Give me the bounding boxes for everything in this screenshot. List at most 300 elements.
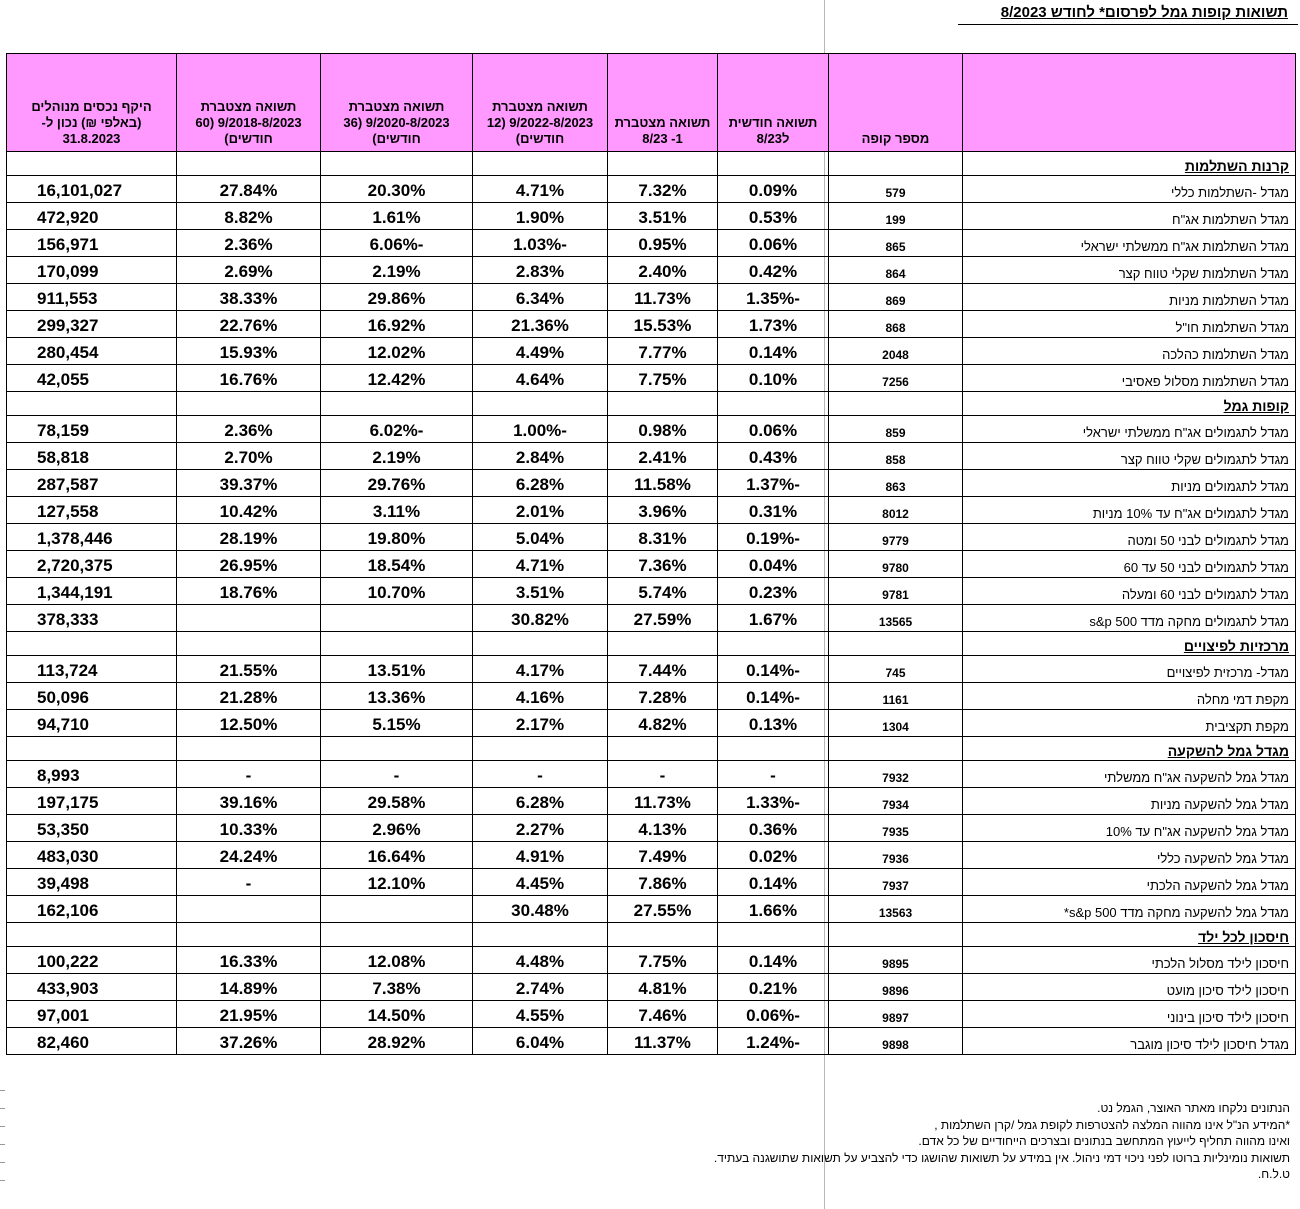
fund-name-cell: מגדל השתלמות חו"ל — [963, 311, 1296, 338]
fund-number-cell: 1304 — [829, 710, 963, 737]
ytd-return-cell: 7.86% — [608, 869, 718, 896]
table-row — [7, 842, 1296, 869]
fund-name-cell: מגדל גמל להשקעה מניות — [963, 788, 1296, 815]
return-60m-cell — [177, 896, 321, 923]
header-60m-return: תשואה מצטברת 9/2018-8/2023 (60 חודשים) — [177, 54, 321, 152]
monthly-return-cell: - — [718, 761, 829, 788]
fund-number-cell: 8012 — [829, 497, 963, 524]
return-36m-cell: -6.06% — [321, 230, 473, 257]
assets-managed-cell: 299,327 — [7, 311, 177, 338]
empty-cell — [473, 152, 608, 176]
assets-managed-cell: 170,099 — [7, 257, 177, 284]
assets-managed-cell: 433,903 — [7, 974, 177, 1001]
ytd-return-cell: 7.44% — [608, 656, 718, 683]
monthly-return-cell: 0.14% — [718, 338, 829, 365]
fund-name-cell: מגדל לתגמולים לבני 60 ומעלה — [963, 578, 1296, 605]
return-60m-cell: 39.16% — [177, 788, 321, 815]
empty-cell — [829, 392, 963, 416]
empty-cell — [177, 392, 321, 416]
empty-cell — [7, 632, 177, 656]
table-row — [7, 896, 1296, 923]
ytd-return-cell: 7.75% — [608, 947, 718, 974]
fund-name-cell: מגדל השתלמות שקלי טווח קצר — [963, 257, 1296, 284]
monthly-return-cell: -1.24% — [718, 1028, 829, 1055]
return-60m-cell: 39.37% — [177, 470, 321, 497]
header-fund-number: מספר קופה — [829, 54, 963, 152]
monthly-return-cell: 0.14% — [718, 947, 829, 974]
return-60m-cell: 2.36% — [177, 416, 321, 443]
return-60m-cell: 21.95% — [177, 1001, 321, 1028]
ytd-return-cell: 7.36% — [608, 551, 718, 578]
fund-number-cell: 7937 — [829, 869, 963, 896]
return-36m-cell: 19.80% — [321, 524, 473, 551]
assets-managed-cell: 39,498 — [7, 869, 177, 896]
empty-cell — [321, 152, 473, 176]
assets-managed-cell: 378,333 — [7, 605, 177, 632]
fund-number-cell: 7935 — [829, 815, 963, 842]
return-36m-cell: 13.36% — [321, 683, 473, 710]
empty-cell — [7, 392, 177, 416]
monthly-return-cell: 0.21% — [718, 974, 829, 1001]
ytd-return-cell: 7.28% — [608, 683, 718, 710]
monthly-return-cell: 1.73% — [718, 311, 829, 338]
return-60m-cell — [177, 605, 321, 632]
return-36m-cell: 13.51% — [321, 656, 473, 683]
fund-number-cell: 199 — [829, 203, 963, 230]
fund-number-cell: 9779 — [829, 524, 963, 551]
empty-cell — [177, 923, 321, 947]
return-12m-cell: - — [473, 761, 608, 788]
table-row — [7, 788, 1296, 815]
ytd-return-cell: 11.73% — [608, 788, 718, 815]
fund-number-cell: 869 — [829, 284, 963, 311]
return-60m-cell: 14.89% — [177, 974, 321, 1001]
table-row — [7, 683, 1296, 710]
return-36m-cell: -6.02% — [321, 416, 473, 443]
assets-managed-cell: 82,460 — [7, 1028, 177, 1055]
assets-managed-cell: 50,096 — [7, 683, 177, 710]
header-36m-return: תשואה מצטברת 9/2020-8/2023 (36 חודשים) — [321, 54, 473, 152]
table-row — [7, 1001, 1296, 1028]
return-36m-cell — [321, 605, 473, 632]
empty-cell — [718, 392, 829, 416]
assets-managed-cell: 58,818 — [7, 443, 177, 470]
return-12m-cell: 2.01% — [473, 497, 608, 524]
return-36m-cell: 29.86% — [321, 284, 473, 311]
empty-cell — [608, 632, 718, 656]
fund-name-cell: מגדל לתגמולים שקלי טווח קצר — [963, 443, 1296, 470]
empty-cell — [829, 737, 963, 761]
return-12m-cell: 4.48% — [473, 947, 608, 974]
empty-cell — [7, 923, 177, 947]
fund-name-cell: מגדל השתלמות אג"ח ממשלתי ישראלי — [963, 230, 1296, 257]
fund-name-cell: מגדל לתגמולים מניות — [963, 470, 1296, 497]
return-60m-cell: 2.70% — [177, 443, 321, 470]
monthly-return-cell: 0.04% — [718, 551, 829, 578]
assets-managed-cell: 100,222 — [7, 947, 177, 974]
assets-managed-cell: 1,378,446 — [7, 524, 177, 551]
assets-managed-cell: 483,030 — [7, 842, 177, 869]
return-12m-cell: 21.36% — [473, 311, 608, 338]
fund-number-cell: 9780 — [829, 551, 963, 578]
return-60m-cell: 21.28% — [177, 683, 321, 710]
ytd-return-cell: 27.55% — [608, 896, 718, 923]
table-row — [7, 338, 1296, 365]
table-row — [7, 497, 1296, 524]
empty-cell — [718, 737, 829, 761]
empty-cell — [829, 923, 963, 947]
assets-managed-cell: 8,993 — [7, 761, 177, 788]
table-row — [7, 365, 1296, 392]
return-12m-cell: 1.90% — [473, 203, 608, 230]
fund-number-cell: 13563 — [829, 896, 963, 923]
return-12m-cell: 4.71% — [473, 176, 608, 203]
assets-managed-cell: 53,350 — [7, 815, 177, 842]
table-row — [7, 176, 1296, 203]
return-36m-cell: 12.10% — [321, 869, 473, 896]
fund-name-cell: מגדל גמל להשקעה מחקה מדד s&p 500* — [963, 896, 1296, 923]
ytd-return-cell: 7.49% — [608, 842, 718, 869]
assets-managed-cell: 472,920 — [7, 203, 177, 230]
monthly-return-cell: 0.43% — [718, 443, 829, 470]
assets-managed-cell: 94,710 — [7, 710, 177, 737]
footnote-nominal: תשואות נומינליות ברוטו לפני ניכוי דמי ניהול. אין במידע על תשואות שהושגו כדי להצביע על תשואות שתושגנה בעתיד. — [713, 1150, 1290, 1165]
fund-number-cell: 745 — [829, 656, 963, 683]
fund-number-cell: 9896 — [829, 974, 963, 1001]
monthly-return-cell: -1.33% — [718, 788, 829, 815]
return-12m-cell: -1.00% — [473, 416, 608, 443]
table-row — [7, 524, 1296, 551]
empty-cell — [608, 923, 718, 947]
return-36m-cell: 12.08% — [321, 947, 473, 974]
return-60m-cell: 22.76% — [177, 311, 321, 338]
ytd-return-cell: 8.31% — [608, 524, 718, 551]
fund-number-cell: 13565 — [829, 605, 963, 632]
ytd-return-cell: 11.58% — [608, 470, 718, 497]
return-12m-cell: 4.16% — [473, 683, 608, 710]
return-36m-cell: 12.02% — [321, 338, 473, 365]
footnotes — [714, 1100, 1290, 1183]
monthly-return-cell: 0.14% — [718, 869, 829, 896]
assets-managed-cell: 113,724 — [7, 656, 177, 683]
fund-number-cell: 7936 — [829, 842, 963, 869]
fund-number-cell: 9781 — [829, 578, 963, 605]
ytd-return-cell: 4.13% — [608, 815, 718, 842]
table-row — [7, 974, 1296, 1001]
empty-cell — [473, 737, 608, 761]
return-60m-cell: 27.84% — [177, 176, 321, 203]
return-60m-cell: 16.76% — [177, 365, 321, 392]
assets-managed-cell: 97,001 — [7, 1001, 177, 1028]
table-row — [7, 710, 1296, 737]
assets-managed-cell: 156,971 — [7, 230, 177, 257]
ytd-return-cell: 27.59% — [608, 605, 718, 632]
fund-number-cell: 864 — [829, 257, 963, 284]
monthly-return-cell: 0.53% — [718, 203, 829, 230]
empty-cell — [7, 152, 177, 176]
fund-number-cell: 868 — [829, 311, 963, 338]
return-36m-cell: 10.70% — [321, 578, 473, 605]
empty-cell — [608, 737, 718, 761]
table-row — [7, 656, 1296, 683]
monthly-return-cell: 0.06% — [718, 416, 829, 443]
fund-name-cell: מגדל -השתלמות כללי — [963, 176, 1296, 203]
table-row — [7, 470, 1296, 497]
fund-name-cell: מגדל- מרכזית לפיצויים — [963, 656, 1296, 683]
section-title: חיסכון לכל ילד — [963, 923, 1296, 947]
return-60m-cell: 18.76% — [177, 578, 321, 605]
fund-name-cell: מגדל לתגמולים מחקה מדד s&p 500 — [963, 605, 1296, 632]
return-60m-cell: 8.82% — [177, 203, 321, 230]
fund-name-cell: מקפת תקציבית — [963, 710, 1296, 737]
return-36m-cell: 12.42% — [321, 365, 473, 392]
empty-cell — [473, 392, 608, 416]
ytd-return-cell: 11.37% — [608, 1028, 718, 1055]
assets-managed-cell: 42,055 — [7, 365, 177, 392]
return-12m-cell: 4.64% — [473, 365, 608, 392]
assets-managed-cell: 280,454 — [7, 338, 177, 365]
monthly-return-cell: -0.14% — [718, 656, 829, 683]
monthly-return-cell: 0.10% — [718, 365, 829, 392]
empty-cell — [321, 737, 473, 761]
fund-name-cell: מגדל השתלמות אג"ח — [963, 203, 1296, 230]
return-36m-cell: - — [321, 761, 473, 788]
empty-cell — [608, 152, 718, 176]
fund-name-cell: מגדל לתגמולים אג"ח עד 10% מניות — [963, 497, 1296, 524]
monthly-return-cell: -1.37% — [718, 470, 829, 497]
ytd-return-cell: 3.51% — [608, 203, 718, 230]
monthly-return-cell: 0.36% — [718, 815, 829, 842]
table-row — [7, 257, 1296, 284]
fund-name-cell: מגדל חיסכון לילד סיכון מוגבר — [963, 1028, 1296, 1055]
fund-name-cell: מגדל השתלמות מניות — [963, 284, 1296, 311]
fund-number-cell: 2048 — [829, 338, 963, 365]
monthly-return-cell: -0.14% — [718, 683, 829, 710]
return-12m-cell: 2.83% — [473, 257, 608, 284]
table-row — [7, 578, 1296, 605]
ytd-return-cell: 0.98% — [608, 416, 718, 443]
ytd-return-cell: 2.41% — [608, 443, 718, 470]
table-row — [7, 230, 1296, 257]
monthly-return-cell: -0.19% — [718, 524, 829, 551]
fund-number-cell: 9898 — [829, 1028, 963, 1055]
return-12m-cell: 6.28% — [473, 470, 608, 497]
return-12m-cell: 4.49% — [473, 338, 608, 365]
ytd-return-cell: 4.81% — [608, 974, 718, 1001]
assets-managed-cell: 16,101,027 — [7, 176, 177, 203]
fund-name-cell: מגדל לתגמולים אג"ח ממשלתי ישראלי — [963, 416, 1296, 443]
table-row — [7, 416, 1296, 443]
fund-name-cell: מגדל גמל להשקעה אג"ח ממשלתי — [963, 761, 1296, 788]
return-36m-cell: 2.19% — [321, 257, 473, 284]
return-12m-cell: 4.17% — [473, 656, 608, 683]
fund-number-cell: 7256 — [829, 365, 963, 392]
return-60m-cell: 15.93% — [177, 338, 321, 365]
fund-number-cell: 865 — [829, 230, 963, 257]
table-row — [7, 443, 1296, 470]
return-12m-cell: 30.48% — [473, 896, 608, 923]
fund-name-cell: מגדל גמל להשקעה אג"ח עד 10% — [963, 815, 1296, 842]
return-60m-cell: 12.50% — [177, 710, 321, 737]
monthly-return-cell: -1.35% — [718, 284, 829, 311]
return-36m-cell: 2.96% — [321, 815, 473, 842]
returns-table — [6, 53, 1296, 1055]
section-spacer-row — [7, 392, 1296, 416]
return-12m-cell: 6.28% — [473, 788, 608, 815]
return-36m-cell: 29.58% — [321, 788, 473, 815]
fund-name-cell: מגדל לתגמולים לבני 50 ומטה — [963, 524, 1296, 551]
assets-managed-cell: 197,175 — [7, 788, 177, 815]
section-spacer-row — [7, 152, 1296, 176]
fund-number-cell: 858 — [829, 443, 963, 470]
fund-name-cell: מגדל השתלמות מסלול פאסיבי — [963, 365, 1296, 392]
fund-number-cell: 1161 — [829, 683, 963, 710]
ytd-return-cell: 7.75% — [608, 365, 718, 392]
assets-managed-cell: 2,720,375 — [7, 551, 177, 578]
return-12m-cell: 2.84% — [473, 443, 608, 470]
return-60m-cell: 26.95% — [177, 551, 321, 578]
return-12m-cell: 4.91% — [473, 842, 608, 869]
ytd-return-cell: 3.96% — [608, 497, 718, 524]
return-12m-cell: 4.45% — [473, 869, 608, 896]
return-12m-cell: 6.34% — [473, 284, 608, 311]
empty-cell — [829, 152, 963, 176]
row-ticks — [0, 1090, 5, 1198]
assets-managed-cell: 287,587 — [7, 470, 177, 497]
header-fund-name — [963, 54, 1296, 152]
return-60m-cell: 21.55% — [177, 656, 321, 683]
empty-cell — [473, 632, 608, 656]
assets-managed-cell: 162,106 — [7, 896, 177, 923]
assets-managed-cell: 911,553 — [7, 284, 177, 311]
table-row — [7, 551, 1296, 578]
monthly-return-cell: 0.23% — [718, 578, 829, 605]
return-60m-cell: 10.33% — [177, 815, 321, 842]
fund-number-cell: 859 — [829, 416, 963, 443]
ytd-return-cell: 5.74% — [608, 578, 718, 605]
ytd-return-cell: 7.46% — [608, 1001, 718, 1028]
return-60m-cell: - — [177, 761, 321, 788]
header-ytd-return: תשואה מצטברת 1- 8/23 — [608, 54, 718, 152]
fund-number-cell: 9897 — [829, 1001, 963, 1028]
return-12m-cell: 6.04% — [473, 1028, 608, 1055]
ytd-return-cell: 4.82% — [608, 710, 718, 737]
table-row — [7, 869, 1296, 896]
return-12m-cell: 4.55% — [473, 1001, 608, 1028]
table-row — [7, 1028, 1296, 1055]
header-12m-return: תשואה מצטברת 9/2022-8/2023 (12 חודשים) — [473, 54, 608, 152]
fund-number-cell: 7932 — [829, 761, 963, 788]
empty-cell — [321, 392, 473, 416]
fund-name-cell: חיסכון לילד מסלול הלכתי — [963, 947, 1296, 974]
return-60m-cell: - — [177, 869, 321, 896]
monthly-return-cell: 1.67% — [718, 605, 829, 632]
footnote-eoe: ט.ל.ח. — [1257, 1167, 1290, 1181]
monthly-return-cell: 0.31% — [718, 497, 829, 524]
return-12m-cell: 30.82% — [473, 605, 608, 632]
empty-cell — [177, 632, 321, 656]
return-36m-cell: 20.30% — [321, 176, 473, 203]
fund-name-cell: חיסכון לילד סיכון מועט — [963, 974, 1296, 1001]
return-12m-cell: 2.17% — [473, 710, 608, 737]
section-spacer-row — [7, 737, 1296, 761]
fund-name-cell: מקפת דמי מחלה — [963, 683, 1296, 710]
empty-cell — [608, 392, 718, 416]
return-12m-cell: -1.03% — [473, 230, 608, 257]
footnote-source: הנתונים נלקחו מאתר האוצר, הגמל נט. — [1097, 1101, 1290, 1115]
header-monthly-return: תשואה חודשית ל8/23 — [718, 54, 829, 152]
table-row — [7, 761, 1296, 788]
return-60m-cell: 38.33% — [177, 284, 321, 311]
fund-name-cell: מגדל גמל להשקעה כללי — [963, 842, 1296, 869]
empty-cell — [718, 152, 829, 176]
return-36m-cell: 16.64% — [321, 842, 473, 869]
ytd-return-cell: 2.40% — [608, 257, 718, 284]
assets-managed-cell: 1,344,191 — [7, 578, 177, 605]
monthly-return-cell: 0.06% — [718, 230, 829, 257]
fund-number-cell: 7934 — [829, 788, 963, 815]
table-row — [7, 311, 1296, 338]
empty-cell — [718, 632, 829, 656]
monthly-return-cell: 0.13% — [718, 710, 829, 737]
return-36m-cell: 14.50% — [321, 1001, 473, 1028]
fund-name-cell: מגדל גמל להשקעה הלכתי — [963, 869, 1296, 896]
return-12m-cell: 2.74% — [473, 974, 608, 1001]
ytd-return-cell: 7.77% — [608, 338, 718, 365]
ytd-return-cell: 7.32% — [608, 176, 718, 203]
empty-cell — [321, 923, 473, 947]
return-12m-cell: 2.27% — [473, 815, 608, 842]
section-spacer-row — [7, 632, 1296, 656]
return-60m-cell: 2.36% — [177, 230, 321, 257]
footnote-disclaimer-2: ואינו מהווה תחליף לייעוץ המתחשב בנתונים ובצרכים הייחודיים של כל אדם. — [918, 1134, 1290, 1148]
empty-cell — [473, 923, 608, 947]
assets-managed-cell: 127,558 — [7, 497, 177, 524]
monthly-return-cell: 0.02% — [718, 842, 829, 869]
title-underline — [958, 24, 1298, 25]
return-60m-cell: 24.24% — [177, 842, 321, 869]
return-36m-cell: 16.92% — [321, 311, 473, 338]
fund-number-cell: 863 — [829, 470, 963, 497]
page-title: תשואות קופות גמל לפרסום* לחודש 8/2023 — [1000, 4, 1288, 21]
return-60m-cell: 37.26% — [177, 1028, 321, 1055]
empty-cell — [829, 632, 963, 656]
ytd-return-cell: 11.73% — [608, 284, 718, 311]
empty-cell — [321, 632, 473, 656]
fund-name-cell: מגדל לתגמולים לבני 50 עד 60 — [963, 551, 1296, 578]
header-assets: היקף נכסים מנוהלים (באלפי ₪) נכון ל- 31.8.2023 — [7, 54, 177, 152]
monthly-return-cell: 0.09% — [718, 176, 829, 203]
fund-number-cell: 579 — [829, 176, 963, 203]
monthly-return-cell: 0.42% — [718, 257, 829, 284]
table-row — [7, 947, 1296, 974]
ytd-return-cell: 15.53% — [608, 311, 718, 338]
return-36m-cell: 7.38% — [321, 974, 473, 1001]
return-60m-cell: 28.19% — [177, 524, 321, 551]
return-60m-cell: 2.69% — [177, 257, 321, 284]
section-title: קרנות השתלמות — [963, 152, 1296, 176]
assets-managed-cell: 78,159 — [7, 416, 177, 443]
empty-cell — [177, 737, 321, 761]
return-36m-cell: 28.92% — [321, 1028, 473, 1055]
table-body — [7, 152, 1296, 1055]
empty-cell — [177, 152, 321, 176]
return-36m-cell — [321, 896, 473, 923]
empty-cell — [718, 923, 829, 947]
return-36m-cell: 18.54% — [321, 551, 473, 578]
return-12m-cell: 4.71% — [473, 551, 608, 578]
table-row — [7, 815, 1296, 842]
